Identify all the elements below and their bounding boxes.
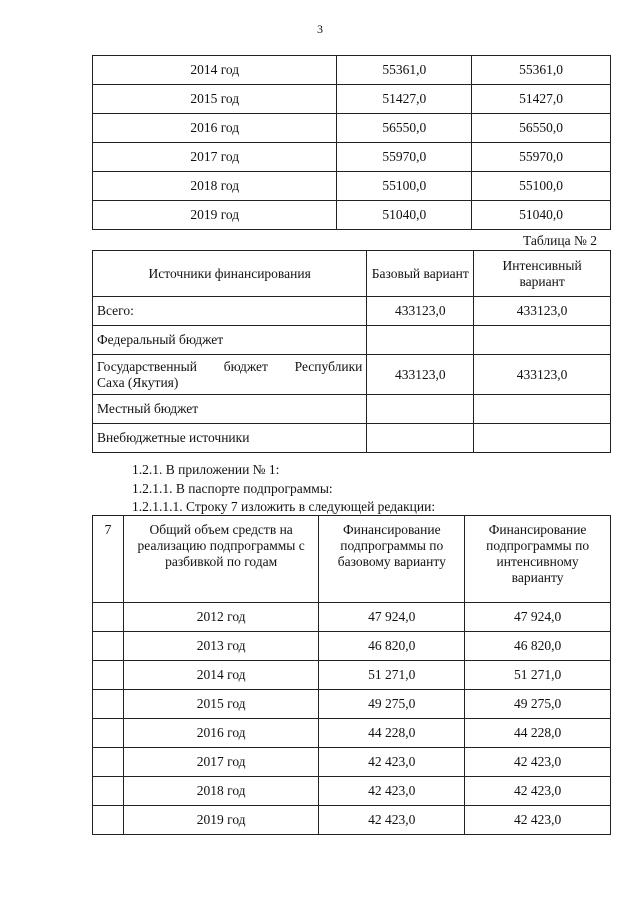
cell-intensive: 42 423,0 bbox=[465, 777, 611, 806]
cell-intensive: 51427,0 bbox=[472, 85, 611, 114]
cell-empty bbox=[93, 748, 124, 777]
cell-empty bbox=[93, 777, 124, 806]
header-sources: Источники финансирования bbox=[93, 251, 367, 297]
cell-source-local: Местный бюджет bbox=[93, 395, 367, 424]
cell-source-total: Всего: bbox=[93, 297, 367, 326]
cell-basic-extrabudget bbox=[367, 424, 474, 453]
cell-empty bbox=[93, 719, 124, 748]
cell-intensive: 47 924,0 bbox=[465, 603, 611, 632]
table-row bbox=[93, 172, 611, 201]
table-row bbox=[93, 719, 611, 748]
cell-basic: 55970,0 bbox=[337, 143, 472, 172]
cell-basic: 44 228,0 bbox=[319, 719, 465, 748]
cell-basic: 51040,0 bbox=[337, 201, 472, 230]
cell-basic: 42 423,0 bbox=[319, 806, 465, 835]
cell-basic: 56550,0 bbox=[337, 114, 472, 143]
table-row bbox=[93, 690, 611, 719]
paragraph-row7: 1.2.1.1.1. Строку 7 изложить в следующей редакции: bbox=[132, 499, 436, 514]
cell-basic: 42 423,0 bbox=[319, 777, 465, 806]
cell-source-state-line2: Саха (Якутия) bbox=[97, 374, 179, 390]
header-total-volume: Общий объем средств на реализацию подпрограммы с разбивкой по годам bbox=[123, 516, 318, 603]
header-basic-financing: Финансирование подпрограммы по базовому варианту bbox=[319, 516, 465, 603]
cell-year: 2014 год bbox=[93, 56, 337, 85]
cell-empty bbox=[93, 632, 124, 661]
cell-source-state-line1: Государственный бюджет Республики bbox=[97, 358, 363, 374]
cell-year: 2015 год bbox=[93, 85, 337, 114]
table-row bbox=[93, 56, 611, 85]
table-row bbox=[93, 201, 611, 230]
cell-year: 2013 год bbox=[123, 632, 318, 661]
table-row bbox=[93, 603, 611, 632]
cell-empty bbox=[93, 603, 124, 632]
cell-basic: 47 924,0 bbox=[319, 603, 465, 632]
cell-empty bbox=[93, 690, 124, 719]
cell-intensive-state: 433123,0 bbox=[474, 355, 611, 395]
table-row7-financing bbox=[92, 515, 611, 835]
cell-intensive-local bbox=[474, 395, 611, 424]
cell-year: 2016 год bbox=[93, 114, 337, 143]
table-row bbox=[93, 777, 611, 806]
table-row bbox=[93, 806, 611, 835]
cell-basic: 46 820,0 bbox=[319, 632, 465, 661]
header-intensive-financing: Финансирование подпрограммы по интенсивному варианту bbox=[465, 516, 611, 603]
cell-intensive: 49 275,0 bbox=[465, 690, 611, 719]
cell-basic-total: 433123,0 bbox=[367, 297, 474, 326]
cell-intensive: 55361,0 bbox=[472, 56, 611, 85]
cell-empty bbox=[93, 661, 124, 690]
cell-source-extrabudget: Внебюджетные источники bbox=[93, 424, 367, 453]
header-basic: Базовый вариант bbox=[367, 251, 474, 297]
page-number: 3 bbox=[317, 22, 323, 36]
table-row bbox=[93, 748, 611, 777]
table-yearly-continuation bbox=[92, 55, 611, 230]
table-financing-sources bbox=[92, 250, 611, 453]
cell-basic-federal bbox=[367, 326, 474, 355]
paragraph-appendix: 1.2.1. В приложении № 1: bbox=[132, 462, 280, 477]
cell-year: 2019 год bbox=[123, 806, 318, 835]
cell-intensive: 51 271,0 bbox=[465, 661, 611, 690]
cell-year: 2017 год bbox=[93, 143, 337, 172]
cell-intensive: 46 820,0 bbox=[465, 632, 611, 661]
cell-year: 2016 год bbox=[123, 719, 318, 748]
cell-intensive-extrabudget bbox=[474, 424, 611, 453]
table-row bbox=[93, 143, 611, 172]
cell-year: 2018 год bbox=[93, 172, 337, 201]
cell-intensive: 42 423,0 bbox=[465, 748, 611, 777]
cell-basic: 49 275,0 bbox=[319, 690, 465, 719]
cell-intensive-total: 433123,0 bbox=[474, 297, 611, 326]
cell-year: 2015 год bbox=[123, 690, 318, 719]
cell-intensive: 44 228,0 bbox=[465, 719, 611, 748]
table-caption: Таблица № 2 bbox=[523, 233, 597, 248]
cell-intensive: 51040,0 bbox=[472, 201, 611, 230]
table-row bbox=[93, 85, 611, 114]
row-number-cell: 7 bbox=[93, 516, 124, 603]
cell-source-federal: Федеральный бюджет bbox=[93, 326, 367, 355]
cell-basic-local bbox=[367, 395, 474, 424]
cell-basic-state: 433123,0 bbox=[367, 355, 474, 395]
cell-basic: 55100,0 bbox=[337, 172, 472, 201]
cell-basic: 42 423,0 bbox=[319, 748, 465, 777]
paragraph-passport: 1.2.1.1. В паспорте подпрограммы: bbox=[132, 481, 333, 496]
cell-year: 2014 год bbox=[123, 661, 318, 690]
cell-year: 2019 год bbox=[93, 201, 337, 230]
cell-intensive: 42 423,0 bbox=[465, 806, 611, 835]
cell-intensive: 55970,0 bbox=[472, 143, 611, 172]
cell-year: 2018 год bbox=[123, 777, 318, 806]
cell-year: 2017 год bbox=[123, 748, 318, 777]
table-row bbox=[93, 661, 611, 690]
table-row bbox=[93, 114, 611, 143]
cell-intensive-federal bbox=[474, 326, 611, 355]
table-row bbox=[93, 632, 611, 661]
header-intensive: Интенсивный вариант bbox=[474, 251, 611, 297]
cell-intensive: 55100,0 bbox=[472, 172, 611, 201]
cell-source-state bbox=[93, 355, 367, 395]
cell-intensive: 56550,0 bbox=[472, 114, 611, 143]
cell-empty bbox=[93, 806, 124, 835]
cell-basic: 55361,0 bbox=[337, 56, 472, 85]
cell-year: 2012 год bbox=[123, 603, 318, 632]
cell-basic: 51427,0 bbox=[337, 85, 472, 114]
cell-basic: 51 271,0 bbox=[319, 661, 465, 690]
